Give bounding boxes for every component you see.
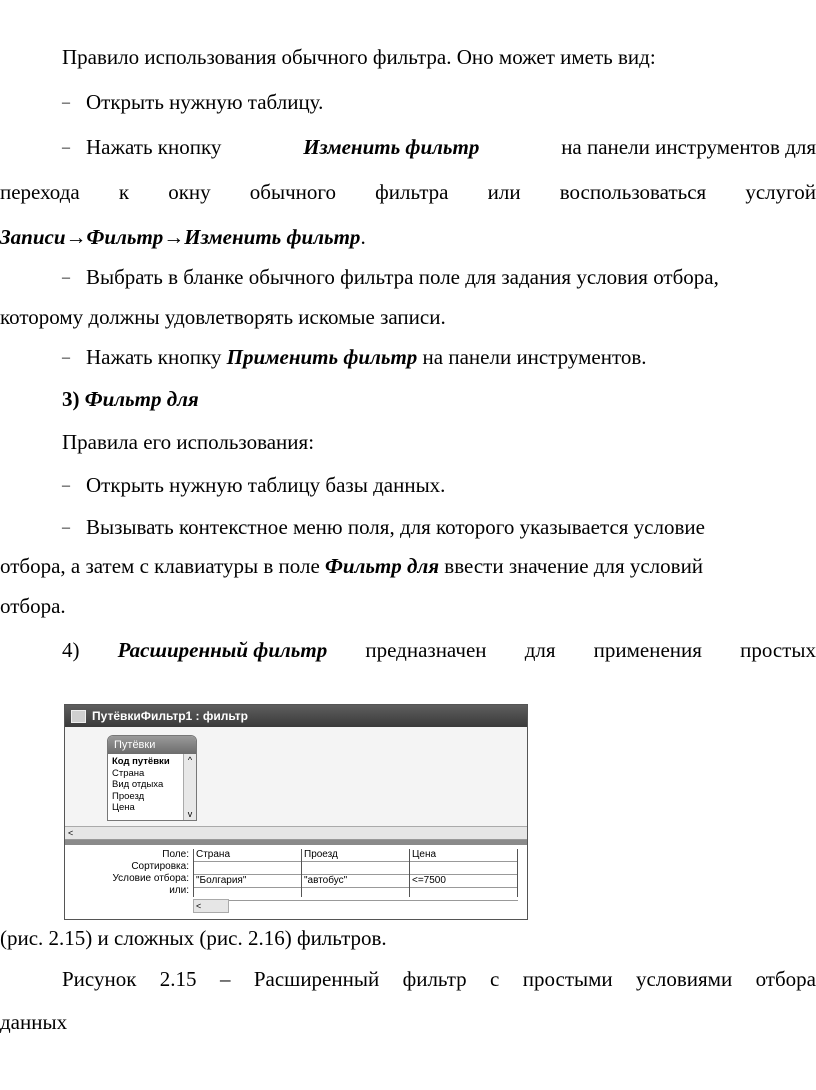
- filter-window-screenshot: [64, 704, 528, 920]
- text-run: ввести значение для условий: [444, 554, 704, 578]
- list-item-change-filter: [62, 134, 816, 161]
- grid-column: [193, 849, 302, 897]
- word: обычного: [249, 180, 336, 204]
- word: 2.15: [159, 967, 197, 991]
- grid-row-label: Поле:: [162, 849, 189, 860]
- field-list: [107, 735, 197, 821]
- menu-path-term: Записи→Фильтр→Изменить фильтр: [0, 225, 361, 249]
- list-item-text: Выбрать в бланке обычного фильтра поле для задания условия отбора,: [86, 265, 719, 289]
- grid-cell-sort: [194, 862, 302, 875]
- word: к: [118, 180, 130, 204]
- field-list-scrollbar: [183, 754, 196, 820]
- list-item-context-menu-line3: отбора.: [0, 594, 66, 618]
- term-change-filter: Изменить фильтр: [303, 135, 480, 159]
- word: простыми: [522, 967, 613, 991]
- grid-column: [301, 849, 410, 897]
- word: фильтра: [375, 180, 449, 204]
- text-run: отбора, а затем с клавиатуры в поле: [0, 554, 320, 578]
- word: условиями: [636, 967, 733, 991]
- word: Рисунок: [62, 967, 137, 991]
- field-list-items: [108, 756, 186, 814]
- list-item-context-menu: [62, 514, 816, 541]
- list-item-select-field: [62, 264, 816, 291]
- grid-row-label: или:: [169, 885, 189, 896]
- list-item-select-field-line2: которому должны удовлетворять искомые записи.: [0, 305, 446, 329]
- list-item-text: Нажать кнопку: [86, 345, 222, 369]
- criteria-grid: [65, 845, 527, 919]
- grid-cell-sort: [410, 862, 518, 875]
- grid-column-divider: [517, 849, 526, 897]
- grid-row-label: Сортировка:: [131, 861, 189, 872]
- grid-column: [409, 849, 518, 897]
- figure-caption: [62, 966, 816, 992]
- list-item-text: на панели инструментов.: [422, 345, 647, 369]
- field-list-item: Страна: [112, 767, 145, 779]
- grid-cell-or: [410, 888, 518, 901]
- scroll-left-icon: <: [68, 828, 74, 838]
- word: Расширенный: [253, 967, 380, 991]
- list-item-context-menu-line2: [0, 553, 816, 579]
- grid-cell-field: Страна: [194, 849, 302, 862]
- term-filter-for: Фильтр для: [325, 554, 440, 578]
- paragraph-figure-refs: (рис. 2.15) и сложных (рис. 2.16) фильтров.: [0, 926, 387, 950]
- word: для: [524, 638, 556, 662]
- grid-columns: [193, 849, 527, 897]
- field-list-title: Путёвки: [108, 736, 196, 754]
- section-title: Фильтр для: [84, 387, 199, 411]
- word: перехода: [0, 180, 80, 204]
- window-title: ПутёвкиФильтр1 : фильтр: [92, 709, 248, 723]
- dash-bullet: –: [62, 349, 70, 366]
- list-item-open-db-table: [62, 472, 816, 499]
- item-number: 4): [62, 638, 80, 662]
- word: отбора: [755, 967, 816, 991]
- scroll-left-icon: <: [196, 901, 202, 911]
- list-item-text: Открыть нужную таблицу.: [86, 90, 324, 114]
- list-item-change-filter-line3: [0, 224, 816, 250]
- period: .: [360, 225, 366, 249]
- dash-bullet: –: [62, 139, 70, 156]
- word: воспользоваться: [559, 180, 707, 204]
- list-item-text: Открыть нужную таблицу базы данных.: [86, 473, 446, 497]
- scroll-down-icon: v: [187, 809, 193, 819]
- term-apply-filter: Применить фильтр: [226, 345, 418, 369]
- table-area: [65, 727, 527, 840]
- field-list-item: Цена: [112, 802, 135, 813]
- grid-cell-field: Цена: [410, 849, 518, 862]
- grid-row-label: Условие отбора:: [112, 873, 189, 884]
- word: или: [487, 180, 521, 204]
- grid-cell-criteria: <=7500: [410, 875, 518, 888]
- field-list-item: Код путёвки: [112, 756, 170, 767]
- grid-cell-criteria: "Болгария": [194, 875, 302, 888]
- list-item-text: Нажать кнопку: [86, 135, 222, 159]
- grid-cell-criteria: "автобус": [302, 875, 410, 888]
- section-heading-3: [62, 386, 816, 412]
- word: фильтр: [402, 967, 467, 991]
- paragraph-advanced-filter: [62, 637, 816, 663]
- section-number: 3): [62, 387, 80, 411]
- grid-scrollbar: [193, 899, 229, 913]
- list-item-text: Вызывать контекстное меню поля, для которого указывается условие: [86, 515, 705, 539]
- term-advanced-filter: Расширенный фильтр: [117, 638, 328, 662]
- grid-cell-field: Проезд: [302, 849, 410, 862]
- figure-caption-line2: данных: [0, 1010, 68, 1034]
- form-icon: [71, 710, 86, 723]
- field-list-item: Проезд: [112, 790, 145, 802]
- grid-row-labels: [65, 849, 189, 897]
- grid-cell-or: [302, 888, 410, 901]
- list-item-open-table: [62, 89, 816, 116]
- word: –: [219, 967, 231, 991]
- dash-bullet: –: [62, 269, 70, 286]
- paragraph-filter-rule: Правило использования обычного фильтра. Оно может иметь вид:: [62, 45, 656, 69]
- field-list-item: Вид отдыха: [112, 779, 164, 790]
- word: с: [490, 967, 500, 991]
- dash-bullet: –: [62, 94, 70, 111]
- scroll-up-icon: ^: [187, 755, 193, 765]
- list-item-change-filter-line2: [0, 179, 816, 205]
- list-item-apply-filter: [62, 344, 816, 371]
- dash-bullet: –: [62, 477, 70, 494]
- list-item-text: на панели инструментов для: [561, 135, 816, 159]
- word: предназначен: [365, 638, 487, 662]
- word: применения: [593, 638, 702, 662]
- horizontal-scrollbar: [65, 826, 527, 839]
- grid-cell-sort: [302, 862, 410, 875]
- word: простых: [740, 638, 816, 662]
- dash-bullet: –: [62, 519, 70, 536]
- word: услугой: [745, 180, 816, 204]
- paragraph-rules: Правила его использования:: [62, 430, 315, 454]
- window-title-bar: [65, 705, 527, 727]
- word: окну: [168, 180, 211, 204]
